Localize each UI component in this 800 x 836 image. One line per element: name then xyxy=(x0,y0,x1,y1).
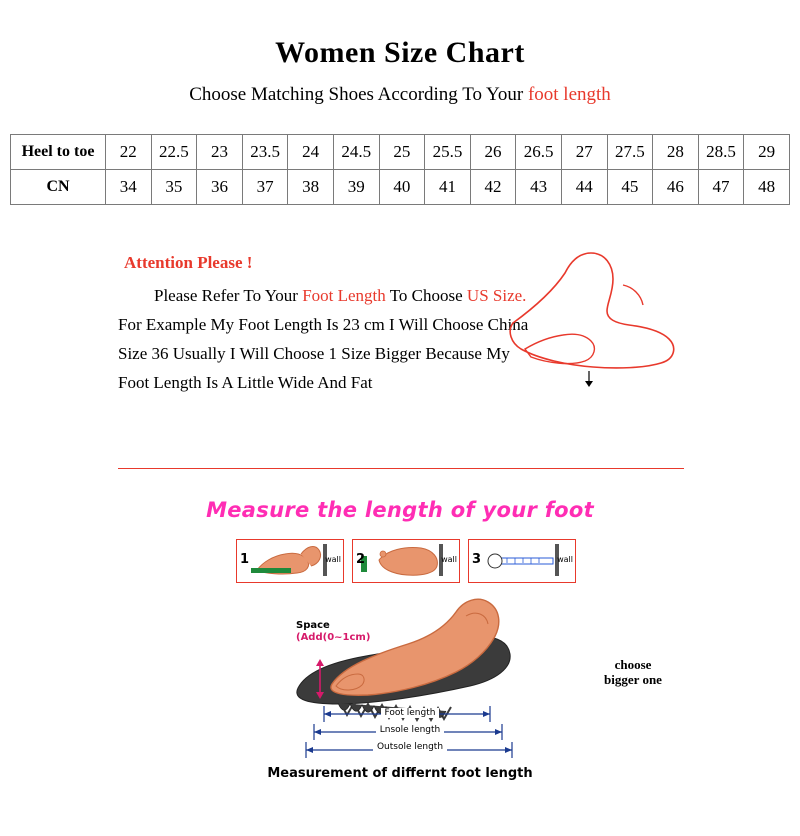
attention-text: Please Refer To Your xyxy=(154,286,303,305)
table-cell: 37 xyxy=(242,170,288,205)
choose-label-line1: choose xyxy=(614,657,652,672)
table-cell: 40 xyxy=(379,170,425,205)
attention-line xyxy=(118,310,528,339)
table-cell: 39 xyxy=(333,170,379,205)
size-chart-page xyxy=(0,36,800,836)
foot-measurement-illustration xyxy=(280,592,540,722)
step-number: 3 xyxy=(472,552,482,567)
dimension-label-text: Foot length xyxy=(381,708,440,718)
table-cell: 42 xyxy=(470,170,516,205)
measure-section-title: Measure the length of your foot xyxy=(206,498,594,522)
measure-step xyxy=(352,539,460,583)
attention-highlight: Foot Length xyxy=(302,286,386,305)
space-label xyxy=(296,620,370,644)
foot-outline-svg xyxy=(505,245,705,415)
table-cell: 28.5 xyxy=(698,135,744,170)
page-subtitle xyxy=(0,84,800,106)
dimension-label-text: Lnsole length xyxy=(376,725,445,735)
attention-title: Attention Please ! xyxy=(124,253,253,272)
table-cell: 25 xyxy=(379,135,425,170)
table-row-header: CN xyxy=(11,170,106,205)
size-table xyxy=(10,134,790,205)
table-row xyxy=(11,170,790,205)
subtitle-text: Choose Matching Shoes According To Your xyxy=(189,84,528,105)
table-cell: 35 xyxy=(151,170,197,205)
wall-label: wall xyxy=(557,555,573,564)
table-cell: 36 xyxy=(197,170,243,205)
table-cell: 26.5 xyxy=(516,135,562,170)
attention-text: To Choose xyxy=(385,286,467,305)
table-cell: 28 xyxy=(653,135,699,170)
table-cell: 38 xyxy=(288,170,334,205)
space-label-line1: Space xyxy=(296,620,330,631)
size-table-wrap xyxy=(10,134,790,205)
step-number: 2 xyxy=(356,552,366,567)
measure-step xyxy=(468,539,576,583)
table-cell: 26 xyxy=(470,135,516,170)
space-label-line2: (Add(0~1cm) xyxy=(296,632,371,643)
divider xyxy=(118,468,684,469)
table-cell: 34 xyxy=(106,170,152,205)
table-cell: 46 xyxy=(653,170,699,205)
attention-lines xyxy=(118,281,528,397)
dimension-label xyxy=(300,742,520,759)
wall-label: wall xyxy=(325,555,341,564)
choose-label-line2: bigger one xyxy=(604,672,662,687)
table-row xyxy=(11,135,790,170)
table-cell: 22 xyxy=(106,135,152,170)
measure-step xyxy=(236,539,344,583)
table-cell: 27 xyxy=(561,135,607,170)
subtitle-highlight: foot length xyxy=(527,84,611,105)
table-cell: 43 xyxy=(516,170,562,205)
attention-text: For Example My Foot Length Is 23 cm I Will Choose China xyxy=(118,315,529,334)
table-cell: 45 xyxy=(607,170,653,205)
table-cell: 23.5 xyxy=(242,135,288,170)
choose-bigger-label xyxy=(588,657,678,687)
table-cell: 29 xyxy=(744,135,790,170)
table-cell: 24 xyxy=(288,135,334,170)
measure-steps xyxy=(236,539,580,583)
table-cell: 25.5 xyxy=(425,135,471,170)
attention-line xyxy=(118,281,528,310)
table-cell: 44 xyxy=(561,170,607,205)
dimension-label xyxy=(300,708,520,725)
table-cell: 41 xyxy=(425,170,471,205)
page-title: Women Size Chart xyxy=(275,36,525,69)
table-cell: 48 xyxy=(744,170,790,205)
table-cell: 22.5 xyxy=(151,135,197,170)
attention-line xyxy=(118,339,528,368)
table-cell: 23 xyxy=(197,135,243,170)
measure-caption: Measurement of differnt foot length xyxy=(267,766,533,781)
attention-text: Foot Length Is A Little Wide And Fat xyxy=(118,373,373,392)
attention-highlight: US Size. xyxy=(466,286,527,305)
dimension-labels xyxy=(300,708,520,759)
attention-text: Size 36 Usually I Will Choose 1 Size Bigger Because My xyxy=(118,344,510,363)
foot-outline-illustration xyxy=(505,245,705,405)
dimension-label-text: Outsole length xyxy=(373,742,447,752)
step-number: 1 xyxy=(240,552,250,567)
table-cell: 47 xyxy=(698,170,744,205)
attention-line xyxy=(118,368,528,397)
wall-label: wall xyxy=(441,555,457,564)
table-row-header: Heel to toe xyxy=(11,135,106,170)
table-cell: 24.5 xyxy=(333,135,379,170)
dimension-label xyxy=(300,725,520,742)
table-cell: 27.5 xyxy=(607,135,653,170)
